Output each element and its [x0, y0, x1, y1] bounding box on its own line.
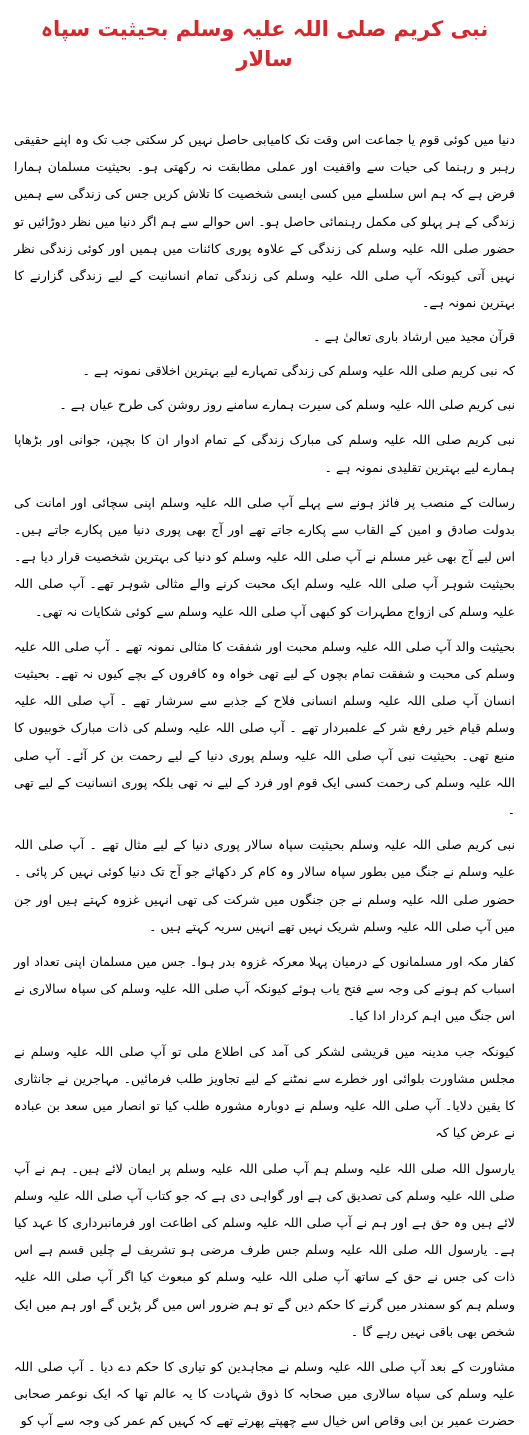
consultation-paragraph: کیونکہ جب مدینہ میں قریشی لشکر کی آمد کی اطلاع ملی تو آپ صلی اللہ علیہ وسلم نے مجلس مشاورت بلوائی اور خطرے سے نمٹنے کے لیے تجاویز طلب فرمائیں۔ مہاجرین نے جانثاری کا یقین دلایا۔ آپ صلی اللہ علیہ وسلم نے دوبارہ مشورہ طلب کیا تو انصار میں سعد بن عبادہ نے عرض کیا کہ	[14, 1043, 515, 1141]
saad-speech-paragraph: یارسول اللہ صلی اللہ علیہ وسلم ہم آپ صلی اللہ علیہ وسلم پر ایمان لائے ہیں۔ ہم نے آپ صلی اللہ علیہ وسلم کی تصدیق کی ہے اور گواہی دی ہے کہ جو کتاب آپ صلی اللہ علیہ وسلم لائے ہیں وہ حق ہے اور ہم نے آپ صلی اللہ علیہ وسلم کی اطاعت اور فرمانبرداری کا عہد کیا ہے۔ یارسول اللہ صلی اللہ علیہ وسلم جس طرف مرضی ہو تشریف لے چلیں قسم ہے اس ذات کی جس نے حق کے ساتھ آپ صلی اللہ علیہ وسلم کو مبعوث کیا اگر آپ صلی اللہ علیہ وسلم ہم کو سمندر میں گرنے کا حکم دیں گے تو ہم ضرور اس میں گر پڑیں گے اور ہم میں ایک شخص بھی باقی نہیں رہے گا ۔	[14, 1160, 515, 1339]
preparation-paragraph: مشاورت کے بعد آپ صلی اللہ علیہ وسلم نے مجاہدین کو تیاری کا حکم دے دیا ۔ آپ صلی اللہ علیہ وسلم کی سپاہ سالاری میں صحابہ کا ذوق شہادت کا یہ عالم تھا کہ ایک نوعمر صحابی حضرت عمیر بن ابی وقاص اس خیال سے چھپتے پھرتے تھے کہ کہیں کم عمر کی وجہ سے آپ کو	[14, 1358, 515, 1429]
article-body	[14, 126, 515, 1435]
article-title: نبی کریم صلی اللہ علیہ وسلم بحیثیت سپاہ سالار	[40, 17, 489, 71]
commander-paragraph: نبی کریم صلی اللہ علیہ وسلم بحیثیت سپاہ سالار پوری دنیا کے لیے مثال تھے ۔ آپ صلی اللہ علیہ وسلم نے جنگ میں بطور سپاہ سالار وہ کام کر دکھائے جو آج تک دنیا کوئی نہیں کر پائی ۔ حضور صلی اللہ علیہ وسلم نے جن جنگوں میں شرکت کی تھی انہیں غزوہ کہتے ہیں اور جن میں آپ صلی اللہ علیہ وسلم شریک نہیں تھے انہیں سریہ کہتے ہیں ۔	[14, 837, 515, 934]
father-human-prophet-paragraph: بحیثیت والد آپ صلی اللہ علیہ وسلم محبت اور شفقت کا مثالی نمونہ تھے ۔ آپ صلی اللہ علیہ وسلم کی محبت و شفقت تمام بچوں کے لیے تھی خواہ وہ کافروں کے بچے کیوں نہ تھے۔ بحیثیت انسان آپ صلی اللہ علیہ وسلم انسانی فلاح کے جذبے سے سرشار تھے ۔ آپ صلی اللہ علیہ وسلم قیام خیر رفع شر کے علمبردار تھے ۔ آپ صلی اللہ علیہ وسلم کی ذات مبارک خوبیوں کا منبع تھی۔ بحیثیت نبی آپ صلی اللہ علیہ وسلم پوری دنیا کے لیے رحمت بن کر آئے۔ آپ صلی اللہ علیہ وسلم کی رحمت کسی ایک قوم اور فرد کے لیے نہ تھی بلکہ پوری انسانیت کے لیے تھی ۔	[14, 638, 515, 818]
quran-verse-line: کہ نبی کریم صلی اللہ علیہ وسلم کی زندگی تمہارے لیے بہترین اخلاقی نمونہ ہے ۔	[82, 363, 515, 379]
seerah-line: نبی کریم صلی اللہ علیہ وسلم کی سیرت ہمارے سامنے روز روشن کی طرح عیاں ہے ۔	[59, 397, 515, 413]
prophethood-paragraph: رسالت کے منصب پر فائز ہونے سے پہلے آپ صلی اللہ علیہ وسلم اپنی سچائی اور امانت کی بدولت صادق و امین کے القاب سے پکارے جاتے تھے اور آج بھی پوری دنیا میں پکارے جاتے ہیں۔ اس لیے آج بھی غیر مسلم نے آپ صلی اللہ علیہ وسلم کو دنیا کی بہترین شخصیت قرار دیا ہے۔ بحیثیت شوہر آپ صلی اللہ علیہ وسلم ایک محبت کرنے والے مثالی شوہر تھے۔ آپ صلی اللہ علیہ وسلم کی ازواج مطہرات کو کبھی آپ صلی اللہ علیہ وسلم سے کوئی شکایات نہ تھی۔	[14, 494, 515, 619]
intro-paragraph: دنیا میں کوئی قوم یا جماعت اس وقت تک کامیابی حاصل نہیں کر سکتی جب تک وہ اپنے حقیقی رہبر و رہنما کی حیات سے واقفیت اور عملی مطابقت نہ رکھتی ہو۔ بحیثیت مسلمان ہمارا فرض ہے کہ ہم اس سلسلے میں کسی ایسی شخصیت کا تلاش کریں جس کی زندگی سے ہمیں زندگی کے ہر پہلو کی مکمل رہنمائی حاصل ہو۔ اس حوالے سے ہم اگر دنیا میں نظر دوڑائیں تو حضور صلی اللہ علیہ وسلم کی زندگی کے علاوہ پوری کائنات میں ہمیں اور کوئی زندگی نظر نہیں آتی کیونکہ آپ صلی اللہ علیہ وسلم کی زندگی تمام انسانیت کے لیے زندگی گزارنے کا بہترین نمونہ ہے۔	[14, 132, 515, 311]
life-stages-paragraph: نبی کریم صلی اللہ علیہ وسلم کی مبارک زندگی کے تمام ادوار ان کا بچپن، جوانی اور بڑھاپا ہمارے لیے بہترین تقلیدی نمونہ ہے ۔	[14, 432, 515, 475]
quran-reference-line: قرآن مجید میں ارشاد باری تعالیٰ ہے ۔	[313, 329, 515, 345]
badr-paragraph: کفار مکہ اور مسلمانوں کے درمیان پہلا معرکہ غزوہ بدر ہوا۔ جس میں مسلمان اپنی تعداد اور اسباب کم ہونے کی وجہ سے فتح یاب ہوئے کیونکہ آپ صلی اللہ علیہ وسلم کی سپاہ سالاری نے اس جنگ میں اہم کردار ادا کیا۔	[14, 954, 515, 1024]
